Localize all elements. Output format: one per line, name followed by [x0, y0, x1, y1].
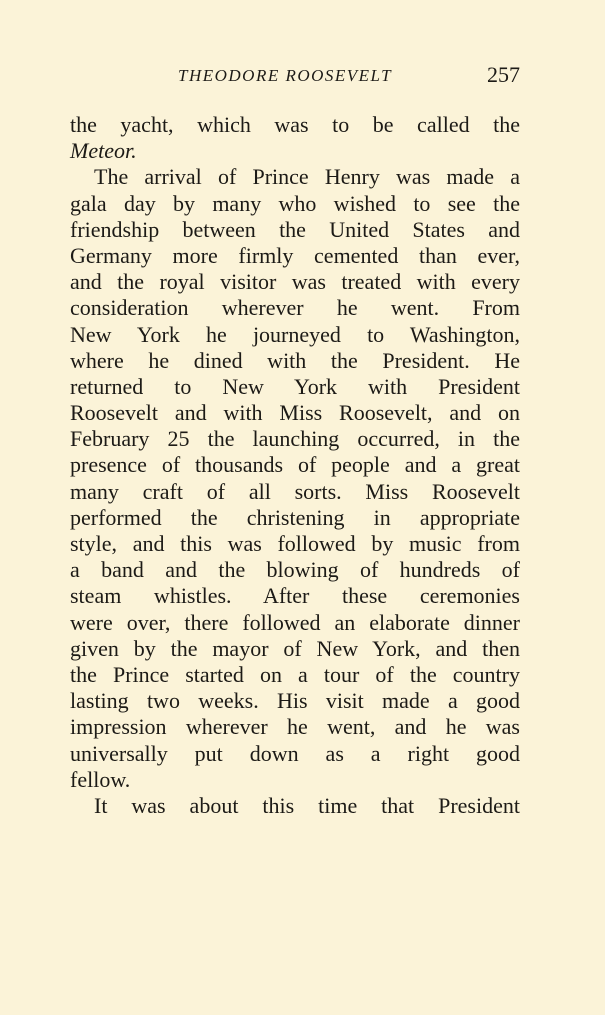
- text-line: Roosevelt and with Miss Roosevelt, and on: [70, 400, 520, 426]
- text-line: where he dined with the President. He: [70, 347, 520, 373]
- text-line: gala day by many who wished to see the: [70, 190, 520, 216]
- text-line: fellow.: [70, 766, 131, 792]
- text-line: universally put down as a right good: [70, 740, 520, 766]
- text-line: the Prince started on a tour of the country: [70, 661, 520, 687]
- text-line: the yacht, which was to be called the: [70, 112, 520, 137]
- text-line: friendship between the United States and: [70, 216, 520, 242]
- text-line: February 25 the launching occurred, in the: [70, 426, 520, 452]
- text-line: The arrival of Prince Henry was made a: [94, 164, 520, 190]
- page-number: 257: [487, 62, 520, 87]
- text-line: given by the mayor of New York, and then: [70, 635, 520, 661]
- text-line: Meteor.: [70, 138, 137, 164]
- running-title: THEODORE ROOSEVELT: [178, 66, 393, 85]
- text-line: lasting two weeks. His visit made a good: [70, 688, 520, 714]
- text-line: It was about this time that President: [94, 792, 520, 818]
- text-line: steam whistles. After these ceremonies: [70, 583, 520, 609]
- text-line: performed the christening in appropriate: [70, 504, 520, 530]
- running-header: [70, 62, 520, 92]
- text-line: presence of thousands of people and a great: [70, 452, 520, 478]
- text-line: many craft of all sorts. Miss Roosevelt: [70, 478, 520, 504]
- body-text: [70, 112, 520, 819]
- text-line: were over, there followed an elaborate dinner: [70, 609, 520, 635]
- text-line: returned to New York with President: [70, 373, 520, 399]
- text-line: and the royal visitor was treated with every: [70, 269, 520, 295]
- text-line: New York he journeyed to Washington,: [70, 321, 520, 347]
- text-line: impression wherever he went, and he was: [70, 714, 520, 740]
- text-line: style, and this was followed by music from: [70, 531, 520, 556]
- text-line: a band and the blowing of hundreds of: [70, 557, 520, 583]
- text-line: consideration wherever he went. From: [70, 295, 520, 321]
- text-line: Germany more firmly cemented than ever,: [70, 242, 520, 268]
